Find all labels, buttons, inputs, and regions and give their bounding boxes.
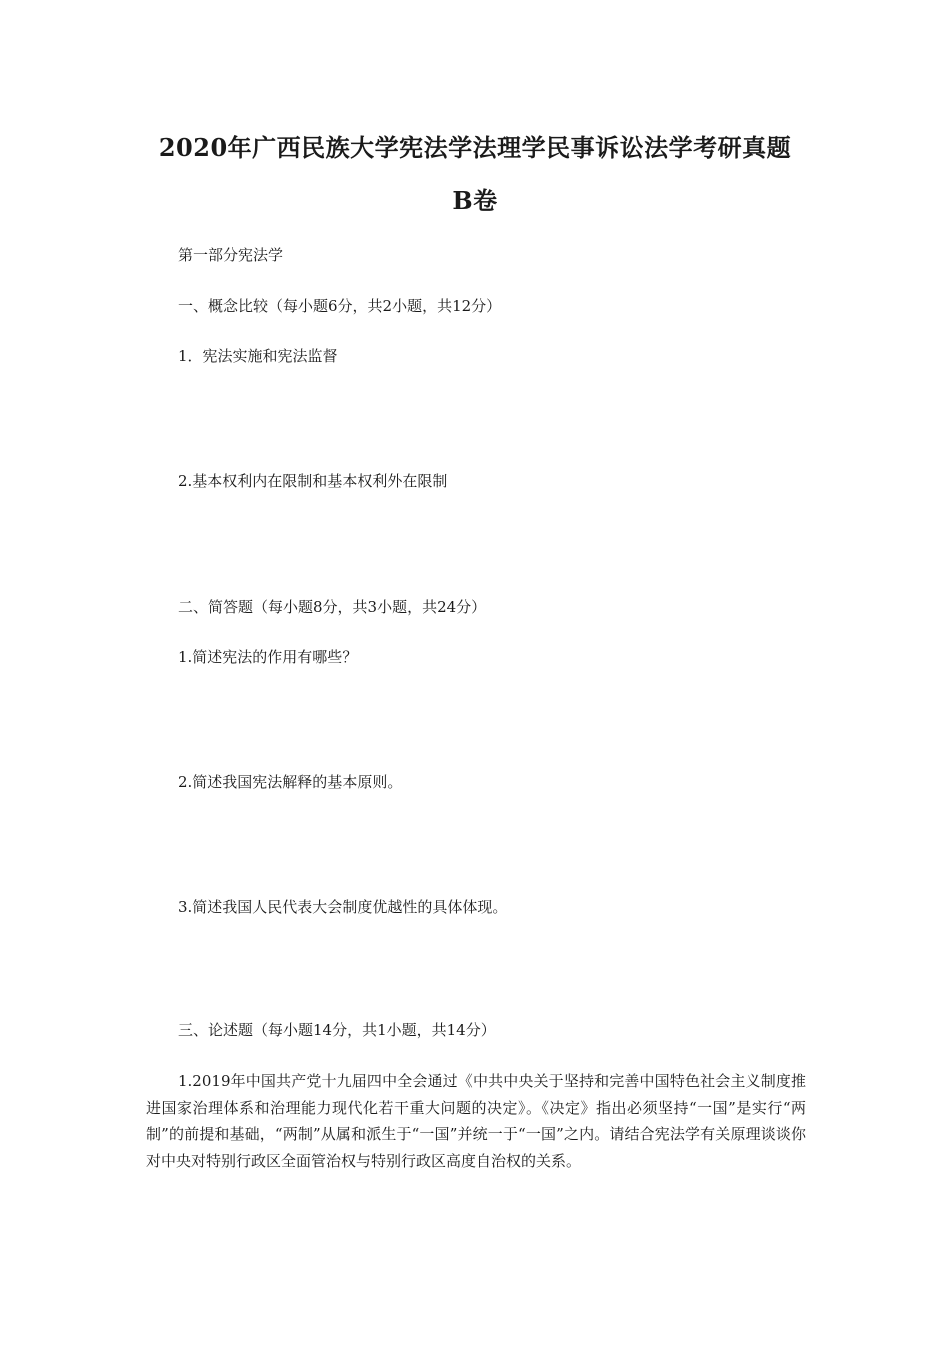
section-2-heading: 二、简答题（每小题8分，共3小题，共24分） <box>178 598 487 616</box>
page-title: 2020年广西民族大学宪法学法理学民事诉讼法学考研真题 <box>158 133 792 162</box>
section-2-question-3: 3.简述我国人民代表大会制度优越性的具体体现。 <box>178 898 508 916</box>
section-3-heading: 三、论述题（每小题14分，共1小题，共14分） <box>178 1021 496 1039</box>
section-1-question-1: 1．宪法实施和宪法监督 <box>178 347 338 365</box>
part-heading: 第一部分宪法学 <box>178 246 284 264</box>
section-1-question-2: 2.基本权利内在限制和基本权利外在限制 <box>178 472 448 490</box>
section-1-heading: 一、概念比较（每小题6分，共2小题，共12分） <box>178 297 502 315</box>
section-3-question-1: 1.2019年中国共产党十九届四中全会通过《中共中央关于坚持和完善中国特色社会主义制度推进国家治理体系和治理能力现代化若干重大问题的决定》。《决定》指出必须坚持“一国”是实行“两制”的前提和基础，“两制”从属和派生于“一国”并统一于“一国”之内。请结合宪法学有关原理谈谈你对中央对特别行政区全面管治权与特别行政区高度自治权的关系。 <box>146 1072 806 1170</box>
section-2-question-1: 1.简述宪法的作用有哪些？ <box>178 648 358 666</box>
page-subtitle: B卷 <box>452 186 498 215</box>
section-2-question-2: 2.简述我国宪法解释的基本原则。 <box>178 773 403 791</box>
